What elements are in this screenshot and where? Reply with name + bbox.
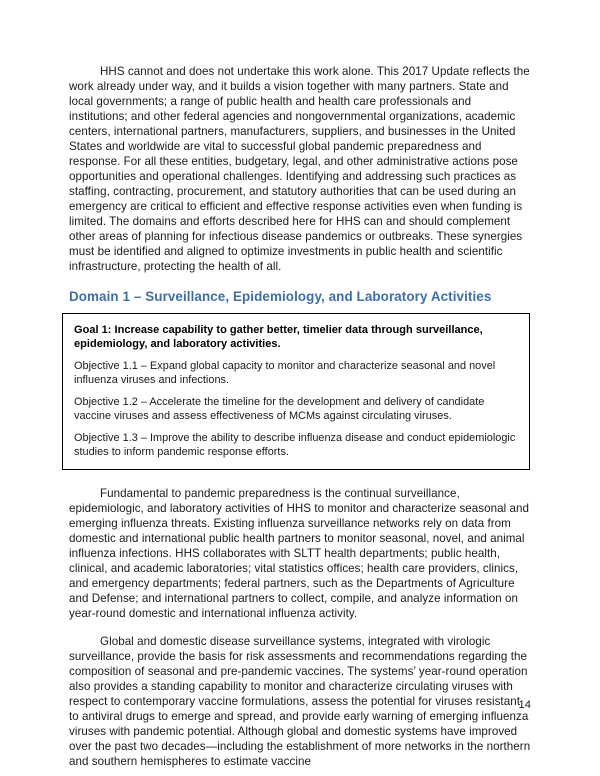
page-number: 14 — [518, 699, 531, 711]
goal-1-statement: Goal 1: Increase capability to gather better, timelier data through surveillance, epidemiology, and laboratory activities. — [74, 324, 483, 350]
domain-1-heading: Domain 1 – Surveillance, Epidemiology, and Laboratory Activities — [69, 289, 492, 304]
goal-objectives-box — [62, 313, 530, 470]
objective-1-3: Objective 1.3 – Improve the ability to describe influenza disease and conduct epidemiologic studies to inform pandemic response efforts. — [74, 432, 516, 458]
box-bottom-spacer — [69, 470, 531, 486]
page-content — [69, 64, 531, 769]
objective-1-2: Objective 1.2 – Accelerate the timeline for the development and delivery of candidate vaccine viruses and assess effectiveness of MCMs against circulating viruses. — [74, 396, 485, 422]
paragraph-fundamental: Fundamental to pandemic preparedness is the continual surveillance, epidemiologic, and laboratory activities of HHS to monitor and characterize seasonal and emerging influenza threats. Existing influenza surveillance networks rely on data from domestic and international public health partners to monitor seasonal, novel, and animal influenza infections. HHS collaborates with SLTT health departments; public health, clinical, and academic laboratories; vital statistics offices; health care providers, clinics, and emergency departments; federal partners, such as the Departments of Agriculture and Defense; and international partners to collect, compile, and analyze information on year-round domestic and international influenza activity. — [69, 486, 530, 620]
paragraph-intro: HHS cannot and does not undertake this work alone. This 2017 Update reflects the work already under way, and it builds a vision together with many partners. State and local governments; a range of public health and health care professionals and institutions; and other federal agencies and nongovernmental organizations, academic centers, international partners, manufacturers, suppliers, and businesses in the United States and worldwide are vital to successful global pandemic preparedness and response. For all these entities, budgetary, legal, and other administrative actions pose opportunities and operational challenges. Identifying and addressing such practices as staffing, contracting, procurement, and statutory authorities that can be used during an emergency are critical to efficient and effective response activities even when funding is limited. The domains and efforts described here for HHS can and should complement other areas of planning for infectious disease pandemics or outbreaks. These synergies must be identified and aligned to optimize investments in public health and scientific infrastructure, protecting the health of all. — [69, 65, 530, 273]
paragraph-global-surveillance: Global and domestic disease surveillance systems, integrated with virologic surveillance, provide the basis for risk assessments and recommendations regarding the composition of seasonal and pre-pandemic vaccines. The systems’ year-round operation also provides a standing capability to monitor and characterize circulating viruses with respect to contemporary vaccine formulations, assess the potential for viruses resistant to antiviral drugs to emerge and spread, and provide early warning of emerging influenza viruses with pandemic potential. Although global and domestic systems have improved over the past two decades—including the establishment of more networks in the northern and southern hemispheres to estimate vaccine — [69, 634, 531, 768]
objective-1-1: Objective 1.1 – Expand global capacity to monitor and characterize seasonal and novel influenza viruses and infections. — [74, 360, 496, 386]
